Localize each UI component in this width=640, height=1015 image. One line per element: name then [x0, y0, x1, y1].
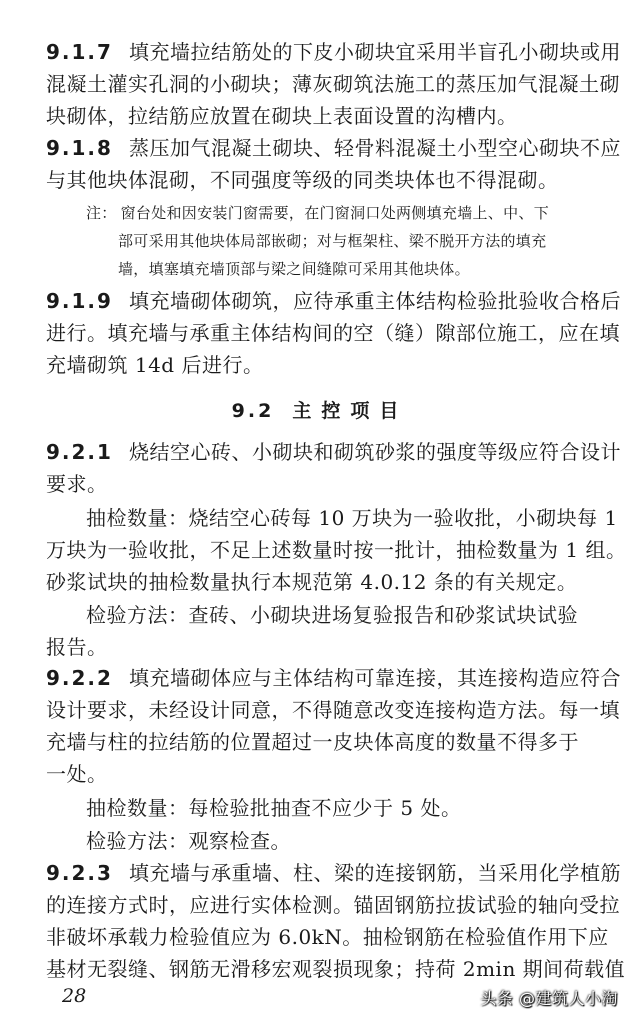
sampling-quantity-line: 抽检数量：每检验批抽查不应少于 5 处。	[86, 796, 462, 820]
clause-number: 9.2.3	[46, 861, 113, 885]
inspection-method-line-1: 检验方法：查砖、小砌块进场复验报告和砂浆试块试验	[86, 603, 578, 627]
section-title: 主控项目	[292, 400, 409, 422]
clause-number: 9.1.7	[46, 40, 113, 64]
clause-text: 填充墙与承重墙、柱、梁的连接钢筋，当采用化学植筋	[128, 861, 621, 885]
note-label: 注：	[86, 204, 117, 222]
clause-number: 9.2.2	[46, 666, 113, 690]
sampling-quantity-line-2: 万块为一验收批，不足上述数量时按一批计，抽检数量为 1 组。	[46, 538, 627, 562]
clause-text: 填充墙砌体应与主体结构可靠连接，其连接构造应符合	[128, 666, 621, 690]
inspection-method-line: 检验方法：观察检查。	[86, 829, 291, 853]
clause-9-1-9-line-3: 充墙砌筑 14d 后进行。	[46, 353, 264, 377]
clause-9-1-7-line-1	[46, 40, 621, 64]
clause-text: 蒸压加气混凝土砌块、轻骨料混凝土小型空心砌块不应	[128, 136, 621, 160]
note-text: 窗台处和因安装门窗需要，在门窗洞口处两侧填充墙上、中、下	[120, 204, 550, 222]
clause-9-1-9-line-2: 进行。填充墙与承重主体结构间的空（缝）隙部位施工，应在填	[46, 321, 620, 345]
clause-9-2-2-line-3: 充墙与柱的拉结筋的位置超过一皮块体高度的数量不得多于	[46, 730, 579, 754]
clause-9-1-8-line-2: 与其他块体混砌，不同强度等级的同类块体也不得混砌。	[46, 168, 559, 192]
clause-9-2-3-line-3: 非破坏承载力检验值应为 6.0kN。抽检钢筋在检验值作用下应	[46, 925, 609, 949]
clause-9-2-3-line-1	[46, 861, 621, 885]
clause-number: 9.1.8	[46, 136, 113, 160]
clause-9-2-2-line-2: 设计要求，未经设计同意，不得随意改变连接构造方法。每一填	[46, 698, 620, 722]
inspection-method-line-2: 报告。	[46, 635, 108, 659]
sampling-quantity-line-1: 抽检数量：烧结空心砖每 10 万块为一验收批，小砌块每 1	[86, 506, 618, 530]
clause-number: 9.1.9	[46, 289, 113, 313]
clause-text: 填充墙拉结筋处的下皮小砌块宜采用半盲孔小砌块或用	[128, 40, 621, 64]
page-number: 28	[62, 985, 87, 1007]
note-line-3: 墙，填塞填充墙顶部与梁之间缝隙可采用其他块体。	[118, 260, 470, 278]
clause-number: 9.2.1	[46, 440, 113, 464]
clause-text: 烧结空心砖、小砌块和砌筑砂浆的强度等级应符合设计	[128, 440, 621, 464]
clause-9-2-2-line-4: 一处。	[46, 762, 108, 786]
section-heading	[0, 396, 640, 423]
clause-9-1-7-line-3: 块砌体，拉结筋应放置在砌块上表面设置的沟槽内。	[46, 104, 518, 128]
note-line-2: 部可采用其他块体局部嵌砌；对与框架柱、梁不脱开方法的填充	[118, 232, 547, 250]
note-line-1	[86, 203, 549, 223]
clause-9-2-2-line-1	[46, 666, 621, 690]
clause-9-2-3-line-4: 基材无裂缝、钢筋无滑移宏观裂损现象；持荷 2min 期间荷载值	[46, 957, 626, 981]
sampling-quantity-line-3: 砂浆试块的抽检数量执行本规范第 4.0.12 条的有关规定。	[46, 570, 578, 594]
watermark: 头条 @建筑人小淘	[480, 989, 618, 1008]
clause-text: 填充墙砌体砌筑，应待承重主体结构检验批验收合格后	[128, 289, 621, 313]
section-number: 9.2	[231, 400, 275, 422]
clause-9-2-1-line-1	[46, 440, 621, 464]
clause-9-1-9-line-1	[46, 289, 621, 313]
clause-9-2-3-line-2: 的连接方式时，应进行实体检测。锚固钢筋拉拔试验的轴向受拉	[46, 893, 620, 917]
clause-9-1-8-line-1	[46, 136, 621, 160]
clause-9-1-7-line-2: 混凝土灌实孔洞的小砌块；薄灰砌筑法施工的蒸压加气混凝土砌	[46, 72, 620, 96]
clause-9-2-1-line-2: 要求。	[46, 472, 108, 496]
